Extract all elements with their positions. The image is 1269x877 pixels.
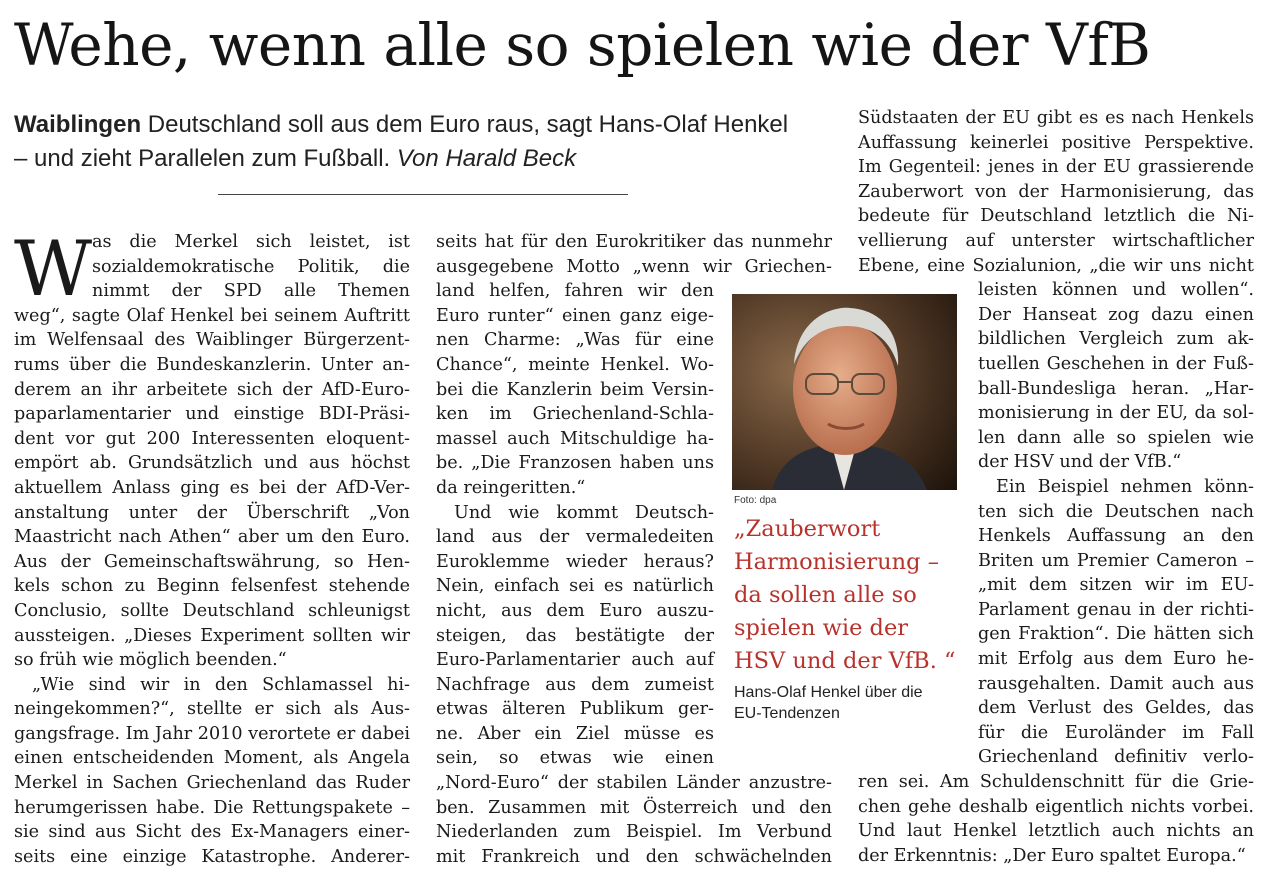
paragraph-2 (14, 673, 410, 870)
text-line: rausgehalten. Damit auch aus (978, 673, 1254, 694)
text-line: Niederlanden zum Beispiel. Im Verbund (436, 822, 832, 843)
text-line: Der Hanseat zog dazu einen (978, 304, 1254, 325)
text-line: so früh wie möglich beenden.“ (14, 650, 287, 671)
text-line: Ebene, eine Sozialunion, „die wir uns nicht (858, 255, 1254, 276)
text-line: dem Verlust des Geldes, das (978, 698, 1254, 719)
deck-text: Deutschland soll aus dem Euro raus, sagt Hans-Olaf Henkel – und zieht Parallelen zum Fußball. (14, 111, 789, 172)
text-line: ben. Zusammen mit Österreich und den (436, 797, 832, 818)
text-line: len dann alle so spielen wie (978, 427, 1254, 448)
text-line: ken im Griechenland-Schla- (436, 404, 714, 425)
text-line: ne. Aber ein Ziel müsse es (436, 723, 714, 744)
text-line: ball-Bundesliga heran. „Har- (978, 378, 1254, 399)
text-line: Nein, einfach sei es natürlich (436, 576, 714, 597)
pull-quote: „Zauberwort Harmonisierung – da sollen alle so spielen wie der HSV und der VfB. “ (734, 516, 956, 674)
text-line: Chance“, meinte Henkel. Wo- (436, 354, 714, 375)
text-line: sie sind aus Sicht des Ex-Managers einer- (14, 822, 410, 843)
text-line: Euroklemme wieder heraus? (436, 551, 714, 572)
text-line: bei die Kanzlerin beim Versin- (436, 379, 714, 400)
text-line: Griechenland definitiv verlo- (978, 747, 1254, 768)
text-line: land helfen, fahren wir den (436, 281, 714, 302)
text-line: sozialdemokratische Politik, die (92, 256, 410, 277)
text-line: rums über die Bundeskanzlerin. Unter an- (14, 354, 410, 375)
divider-rule (218, 194, 628, 195)
text-line: im Welfensaal des Waiblinger Bürgerzent- (14, 330, 410, 351)
text-line: empört ab. Grundsätzlich und aus höchst (14, 453, 410, 474)
text-line: „mit dem sitzen wir im EU- (978, 575, 1254, 596)
text-line: etwas älteren Publikum ger- (436, 699, 714, 720)
text-line: nen Charme: „Was für eine (436, 330, 714, 351)
text-line: „Nord-Euro“ der stabilen Länder anzustre- (436, 773, 832, 794)
text-line: ausgegebene Motto „wenn wir Griechen- (436, 256, 832, 277)
text-line: einen entscheidenden Moment, als Angela (14, 748, 410, 769)
text-line: Euro-Parlamentarier auch auf (436, 650, 714, 671)
dateline-place: Waiblingen (14, 111, 142, 138)
text-line: Und laut Henkel letztlich auch nichts an (858, 821, 1254, 842)
text-line: mit Erfolg aus dem Euro he- (978, 649, 1254, 670)
text-line: weg“, sagte Olaf Henkel bei seinem Auftritt (14, 305, 410, 326)
paragraph-3-full (436, 230, 832, 279)
portrait-photo (732, 294, 957, 490)
paragraph-4-narrow (436, 501, 714, 772)
text-line: mit Frankreich und den schwächelnden (436, 846, 832, 867)
text-line: massel auch Mitschuldige ha- (436, 428, 714, 449)
photo-credit: Foto: dpa (734, 495, 777, 506)
article-deck (14, 108, 794, 176)
text-line: bedeute für Deutschland letztlich die Ni- (858, 206, 1254, 227)
text-line: dent vor gut 200 Interessenten eloquent- (14, 428, 410, 449)
pull-quote-source: Hans-Olaf Henkel über die EU-Tendenzen (734, 684, 923, 722)
text-line: „Wie sind wir in den Schlamassel hi- (32, 674, 410, 695)
text-line: Merkel in Sachen Griechenland das Ruder (14, 773, 410, 794)
text-line: as die Merkel sich leistet, ist (92, 232, 410, 252)
text-line: aktuellem Anlass ging es bei der AfD-Ver- (14, 477, 410, 498)
text-line: Conclusio, sollte Deutschland schleunigst (14, 600, 410, 621)
paragraph-5-narrow (978, 278, 1254, 475)
paragraph-6-narrow (978, 475, 1254, 770)
text-line: land aus der vermaledeiten (436, 527, 714, 548)
text-line: anstaltung unter der Überschrift „Von (14, 502, 410, 523)
headline: Wehe, wenn alle so spielen wie der VfB (14, 11, 1151, 79)
text-line: Henkels Auffassung an den (978, 526, 1254, 547)
portrait-illustration (732, 294, 957, 490)
text-line: kels schon zu Beginn felsenfest stehende (14, 576, 410, 597)
text-line: leisten können und wollen“. (978, 280, 1254, 301)
text-line: Nachfrage aus dem zumeist (436, 674, 714, 695)
text-line: gen Fraktion“. Die hätten sich (978, 624, 1254, 645)
text-line: monisierung in der EU, da sol- (978, 403, 1254, 424)
text-line: Im Gegenteil: jenes in der EU grassierende (858, 157, 1254, 178)
text-line: seits hat für den Eurokritiker das nunmehr (436, 232, 832, 252)
text-line: herumgerissen habe. Die Rettungspakete – (14, 797, 410, 818)
text-line: Südstaaten der EU gibt es es nach Henkels (858, 108, 1254, 128)
text-line: Zauberwort von der Harmonisierung, das (858, 181, 1254, 202)
text-line: ren sei. Am Schuldenschnitt für die Grie- (858, 772, 1254, 793)
byline: Von Harald Beck (396, 145, 577, 172)
text-line: steigen, das bestätigte der (436, 625, 714, 646)
drop-cap: W (14, 224, 93, 313)
text-line: nimmt der SPD alle Themen (92, 281, 410, 302)
text-line: bildlichen Vergleich zum ak- (978, 329, 1254, 350)
text-line: tuellen Geschehen in der Fuß- (978, 353, 1254, 374)
text-line: chen gehe deshalb eigentlich nichts vorbei. (858, 796, 1254, 817)
text-line: Parlament genau in der richti- (978, 599, 1254, 620)
text-line: für die Euroländer im Fall (978, 722, 1254, 743)
text-line: nicht, aus dem Euro auszu- (436, 600, 714, 621)
paragraph-4-full (436, 771, 832, 869)
text-line: Und wie kommt Deutsch- (454, 502, 714, 523)
text-line: be. „Die Franzosen haben uns (436, 453, 714, 474)
text-line: da reingeritten.“ (436, 477, 586, 498)
text-line: derem an ihr arbeitete sich der AfD-Euro- (14, 379, 410, 400)
column-1 (14, 224, 410, 869)
paragraph-6-full (858, 770, 1254, 868)
text-line: gangsfrage. Im Jahr 2010 verortete er dabei (14, 723, 410, 744)
text-line: Ein Beispiel nehmen könn- (996, 476, 1254, 497)
text-line: Aus der Gemeinschaftswährung, so Hen- (14, 551, 410, 572)
paragraph-5-full (858, 106, 1254, 278)
paragraph-3-narrow (436, 279, 714, 500)
text-line: vellierung auf unterster wirtschaftlicher (858, 230, 1254, 251)
text-line: paparlamentarier und einstige BDI-Präsi- (14, 404, 410, 425)
text-line: sein, so etwas wie einen (436, 748, 714, 769)
text-line: Euro runter“ einen ganz eige- (436, 305, 714, 326)
text-line: seits eine einzige Katastrophe. Anderer- (14, 846, 410, 867)
text-line: Briten um Premier Cameron – (978, 550, 1254, 571)
text-line: der Erkenntnis: „Der Euro spaltet Europa.“ (858, 845, 1246, 866)
text-line: der HSV und der VfB.“ (978, 452, 1182, 473)
text-line: Auffassung keinerlei positive Perspektive. (858, 132, 1254, 153)
text-line: neingekommen?“, stellte er sich als Aus- (14, 699, 410, 720)
text-line: Maastricht nach Athen“ aber um den Euro. (14, 527, 410, 548)
text-line: aussteigen. „Dieses Experiment sollten wir (14, 625, 410, 646)
text-line: ten sich die Deutschen nach (978, 501, 1254, 522)
